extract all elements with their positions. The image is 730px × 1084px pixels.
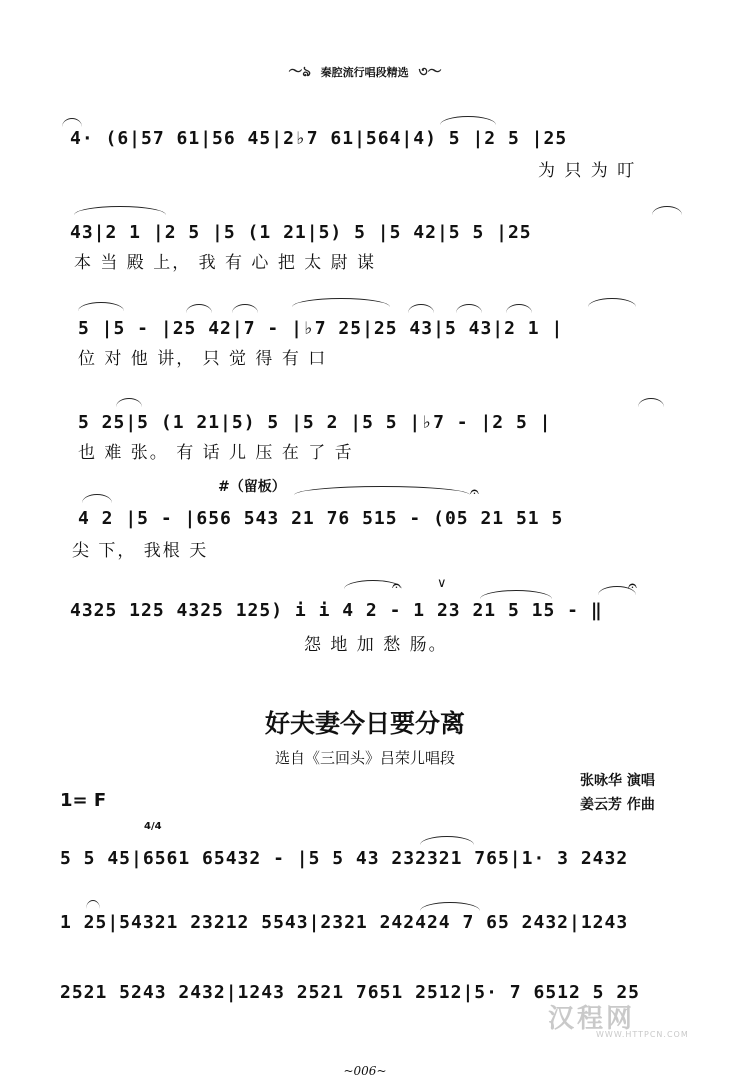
slur-arc: [232, 304, 258, 313]
notation-line-3: 5 |5 - |25 42|7 - |♭7 25|25 43|5 43|2 1 |: [78, 318, 564, 339]
slur-arc: [456, 304, 482, 313]
watermark-url: WWW.HTTPCN.COM: [596, 1030, 689, 1039]
page-number: ~006~: [343, 1064, 387, 1078]
song-title: 好夫妻今日要分离: [264, 709, 465, 738]
slur-arc: [294, 486, 470, 495]
slur-arc: [408, 304, 434, 313]
slur-arc: [78, 302, 124, 311]
slur-arc: [420, 902, 480, 911]
song-notation-line-2: 1 25|54321 23212 5543|2321 242424 7 65 2432|1243: [60, 912, 629, 933]
notation-line-2: 43|2 1 |2 5 |5 (1 21|5) 5 |5 42|5 5 |25: [70, 222, 532, 243]
slur-arc: [292, 298, 390, 307]
notation-line-5: 4 2 |5 - |656 543 21 76 515 - (05 21 51 5: [78, 508, 564, 529]
slur-arc: [480, 590, 552, 599]
lyrics-line-2: 本 当 殿 上， 我 有 心 把 太 尉 谋: [74, 253, 377, 273]
lyrics-line-5: 尖 下， 我根 天: [72, 541, 209, 561]
tempo-annotation: #（留板）: [218, 479, 286, 495]
slur-arc: [62, 118, 82, 127]
song-subtitle: 选自《三回头》吕荣儿唱段: [274, 749, 455, 767]
slur-arc: [652, 206, 682, 215]
performer-credit: 张咏华 演唱: [580, 773, 655, 789]
lyrics-line-3: 位 对 他 讲， 只 觉 得 有 口: [78, 349, 328, 369]
notation-line-6: 4325 125 4325 125) i i 4 2 - 1 23 21 5 15 - ‖: [70, 600, 603, 621]
key-signature: 1= F: [60, 790, 107, 811]
slur-arc: [82, 494, 112, 503]
slur-arc: [588, 298, 636, 307]
header-ornament-left-icon: 〜ঌ: [288, 64, 311, 80]
slur-arc: [86, 900, 100, 909]
time-signature: 4/4: [144, 821, 162, 832]
slur-arc: [74, 206, 166, 215]
lyrics-line-6: 怨 地 加 愁 肠。: [304, 635, 448, 655]
composer-credit: 姜云芳 作曲: [580, 797, 655, 813]
slur-arc: [638, 398, 664, 407]
watermark-logo: 汉程网: [548, 1004, 636, 1034]
notation-line-4: 5 25|5 (1 21|5) 5 |5 2 |5 5 |♭7 - |2 5 |: [78, 412, 552, 433]
breath-mark-icon: ∨: [437, 576, 447, 591]
song-notation-line-1: 5 5 45|6561 65432 - |5 5 43 232321 765|1· 3 2432: [60, 848, 629, 869]
slur-arc: [420, 836, 474, 845]
slur-arc: [506, 304, 532, 313]
slur-arc: [116, 398, 142, 407]
fermata-icon: 𝄐: [470, 482, 479, 501]
lyrics-line-1: 为 只 为 叮: [538, 161, 637, 181]
header-ornament-right-icon: ৩〜: [418, 64, 442, 80]
slur-arc: [186, 304, 212, 313]
notation-line-1: 4· (6|57 61|56 45|2♭7 61|564|4) 5 |2 5 |25: [70, 128, 568, 149]
running-header: [0, 60, 730, 84]
fermata-icon: 𝄐: [628, 576, 637, 595]
lyrics-line-4: 也 难 张。 有 话 儿 压 在 了 舌: [78, 443, 354, 463]
header-title: 秦腔流行唱段精选: [320, 66, 409, 79]
slur-arc: [440, 116, 496, 125]
song-notation-line-3: 2521 5243 2432|1243 2521 7651 2512|5· 7 6512 5 25: [60, 982, 641, 1003]
fermata-icon: 𝄐: [392, 576, 401, 595]
